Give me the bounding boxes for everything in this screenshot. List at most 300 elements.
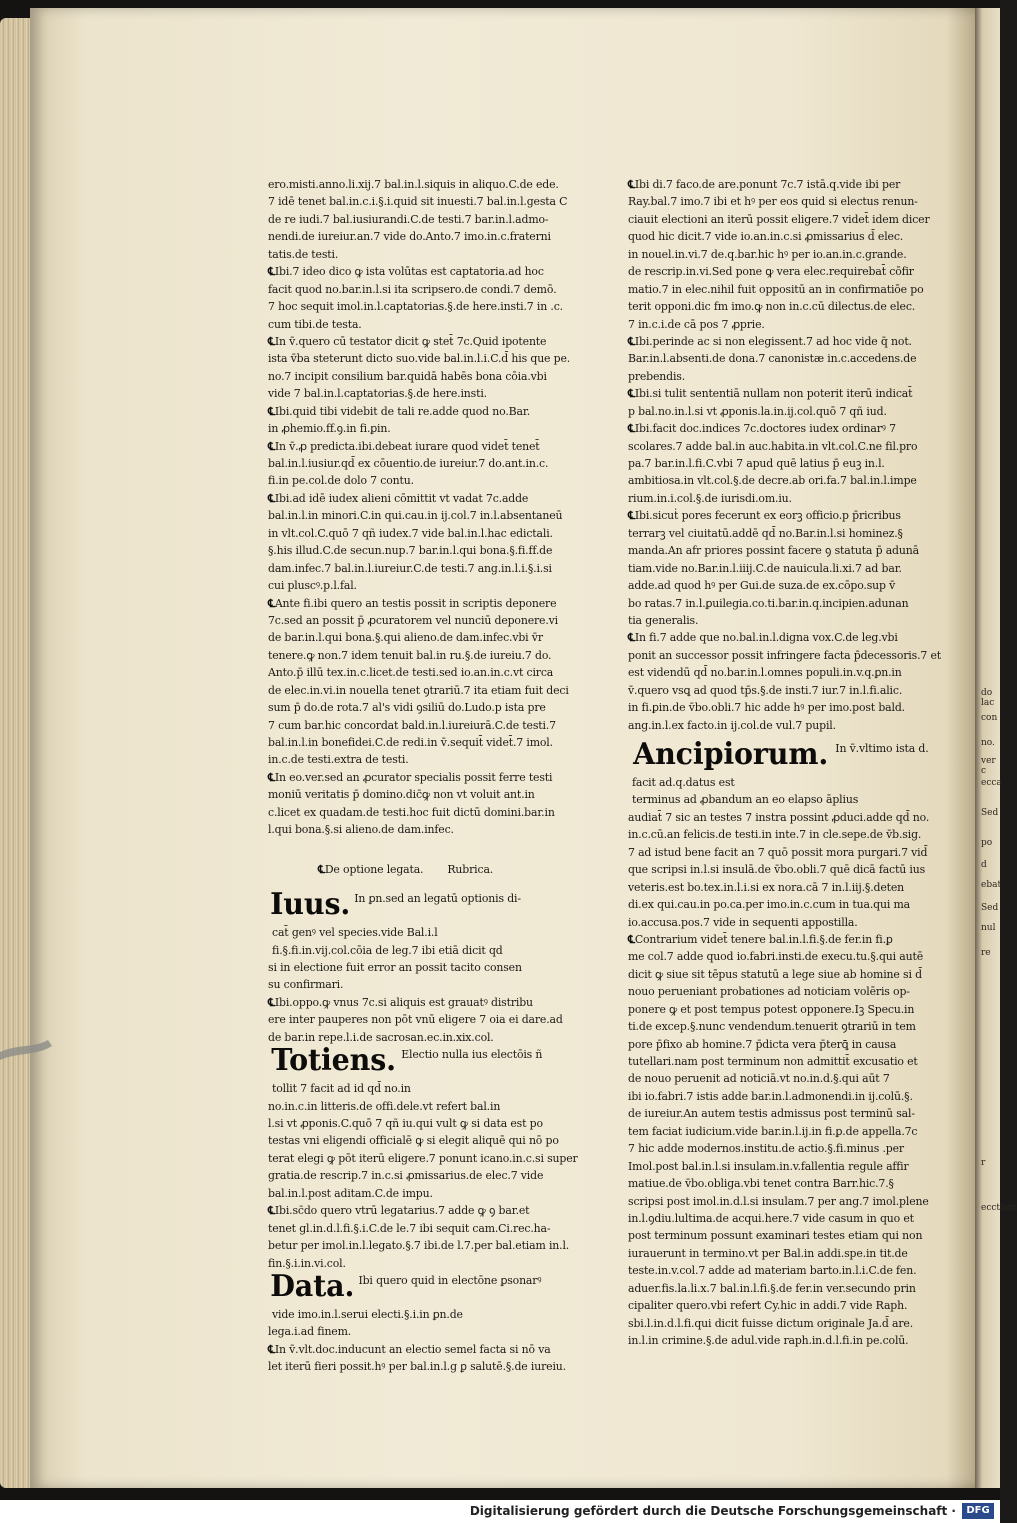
text-line — [628, 1088, 943, 1105]
paragraph-mark: ℄ — [268, 265, 275, 279]
text-content: sum p̄ do.de rota.7 al's vidi ꝯsiliū do.Ludo.p ista pre — [268, 701, 546, 715]
text-line — [268, 316, 573, 333]
text-line — [268, 1150, 578, 1167]
text-line — [268, 1011, 573, 1028]
text-line — [628, 791, 943, 808]
text-line — [628, 490, 943, 507]
text-content: de bar.in.l.qui bona.§.qui alieno.de dam.infec.vbi v̄r — [268, 631, 543, 645]
text-content: prebendis. — [628, 369, 686, 383]
text-content: manda.An afr priores possint facere ꝯ statuta p̄ adunā — [628, 544, 919, 558]
text-content: pore p̄fixo ab homine.7 p̄dicta vera p̄terꝗ̄ in causa — [628, 1037, 897, 1051]
text-content: est videndū qd̄ no.bar.in.l.omnes populi.in.v.q.ꝑn.in — [628, 666, 902, 680]
text-line — [628, 647, 943, 664]
text-line — [268, 507, 573, 524]
text-line — [628, 774, 943, 791]
text-line — [628, 420, 943, 437]
text-line — [628, 263, 943, 280]
text-content: In v̄.ꝓ predicta.ibi.debeat iurare quod videt̄ tenet̄ — [274, 439, 540, 453]
text-line — [268, 350, 573, 367]
text-content: v̄.quero vsꝗ ad quod tp̄s.§.de insti.7 iur.7 in.l.fi.alic. — [628, 683, 903, 697]
paragraph-mark: ℄ — [268, 995, 275, 1009]
text-content: 7 hic adde modernos.institu.de actio.§.fi.minus .per — [628, 1142, 904, 1156]
text-line — [628, 1245, 943, 1262]
facing-page-fragment: re — [981, 948, 991, 958]
text-line — [628, 896, 943, 913]
text-content: no.7 incipit consilium bar.quidā habēs bona cōia.vbi — [268, 369, 547, 383]
text-content: gratia.de rescrip.7 in.c.si ꝓmissarius.de elec.7 vide — [268, 1169, 544, 1183]
text-content: Contrarium videt̄ tenere bal.in.l.fi.§.de fer.in fi.ꝑ — [634, 932, 893, 946]
text-content: tiam.vide no.Bar.in.l.iiij.C.de nauicula.li.xi.7 ad bar. — [628, 561, 902, 575]
text-line — [628, 1315, 943, 1332]
text-content: iurauerunt in termino.vt per Bal.in addi.spe.in tit.de — [628, 1246, 908, 1260]
text-line — [268, 385, 573, 402]
text-line — [628, 333, 943, 350]
text-content: Anto.p̄ illū tex.in.c.licet.de testi.sed io.an.in.c.vt circa — [268, 666, 554, 680]
text-line — [628, 966, 943, 983]
paragraph-mark: ℄ — [268, 404, 275, 418]
text-line — [628, 1140, 943, 1157]
text-content: in ꝓhemio.ff.ꝯ.in fi.ꝑin. — [268, 422, 391, 436]
text-content: teste.in.v.col.7 adde ad materiam barto.in.l.i.C.de fen. — [628, 1264, 917, 1278]
text-line — [628, 316, 943, 333]
text-line — [628, 861, 943, 878]
text-content: vide imo.in.l.serui electi.§.i.in ꝑn.de — [272, 1307, 463, 1321]
text-line — [268, 281, 573, 298]
text-content: sbi.l.in.d.l.fi.qui dicit fuisse dictum originale Ja.d̄ are. — [628, 1316, 914, 1330]
rubric-title: De optione legata. — [324, 862, 424, 876]
text-line — [628, 1105, 943, 1122]
text-content: in.c.de testi.extra de testi. — [268, 753, 409, 767]
text-content: In v̄.quero cū testator dicit ꝙ stet̄ 7c.Quid ipotente — [274, 334, 547, 348]
text-content: dam.infec.7 bal.in.l.iureiur.C.de testi.7 ang.in.l.i.§.i.si — [268, 561, 552, 575]
text-content: 7 idē tenet bal.in.c.i.§.i.quid sit inuesti.7 bal.in.l.gesta C — [268, 195, 568, 209]
text-content: cui pluscꝰ.p.l.fal. — [268, 579, 357, 593]
text-line — [268, 1132, 573, 1149]
text-line — [628, 826, 943, 843]
text-line — [628, 560, 943, 577]
text-content: facit quod no.bar.in.l.si ita scripsero.de condi.7 demō. — [268, 282, 557, 296]
text-line — [628, 1018, 943, 1035]
text-line — [268, 1115, 573, 1132]
paragraph-mark: ℄ — [628, 178, 635, 191]
paragraph-mark: ℄ — [268, 596, 275, 610]
text-content: ponere ꝙ et post tempus potest opponere.Iꝫ Specu.in — [628, 1002, 915, 1016]
text-line — [628, 1210, 943, 1227]
text-line — [268, 682, 573, 699]
initial-line — [268, 1043, 573, 1080]
footer-credit: Digitalisierung gefördert durch die Deutsche Forschungsgemeinschaft · — [469, 1504, 956, 1518]
facing-page-fragment: Sed — [981, 808, 999, 818]
text-content: Ante fi.ibi quero an testis possit in scriptis deponere — [274, 596, 557, 610]
text-line — [268, 994, 573, 1011]
text-content: fi.in pe.col.de dolo 7 contu. — [268, 474, 414, 488]
text-line — [628, 1297, 943, 1314]
lemma-initial: Ancipiorum. — [633, 737, 829, 772]
text-line — [628, 1001, 943, 1018]
text-line — [628, 176, 943, 193]
text-line — [268, 403, 573, 420]
text-content: cipaliter quero.vbi refert Cy.hic in addi.7 vide Raph. — [628, 1299, 908, 1313]
text-content: 7 cum bar.hic concordat bald.in.l.iureiurā.C.de testi.7 — [268, 718, 556, 732]
rubric-label: Rubrica. — [447, 862, 494, 876]
text-line — [268, 942, 573, 959]
text-content: bal.in.l.in bonefidei.C.de redi.in v̄.sequit̄ videt̄.7 imol. — [268, 736, 553, 749]
text-line — [628, 1227, 943, 1244]
paragraph-mark: ℄ — [268, 491, 275, 505]
text-content: Bar.in.l.absenti.de dona.7 canonistæ in.c.accedens.de — [628, 352, 917, 366]
text-line — [628, 1332, 943, 1349]
facing-page-fragment: nul — [981, 923, 996, 933]
text-content: dicit ꝙ siue sit tēpus statutū a lege siue ab homine si d̄ — [628, 967, 922, 981]
text-content: bal.in.l.post aditam.C.de impu. — [268, 1186, 433, 1200]
text-line — [268, 298, 573, 315]
text-line — [268, 734, 573, 751]
text-line — [628, 577, 943, 594]
text-line — [628, 612, 943, 629]
text-content: de re iudi.7 bal.iusiurandi.C.de testi.7 bar.in.l.admo- — [268, 212, 549, 226]
text-line — [268, 490, 573, 507]
text-line — [268, 438, 573, 455]
text-line — [268, 542, 573, 559]
text-line — [268, 699, 573, 716]
text-line — [628, 472, 943, 489]
text-content: ambitiosa.in vlt.col.§.de decre.ab ori.fa.7 bal.in.l.impe — [628, 474, 917, 488]
text-content: terrarꝫ vel ciuitatū.addē qd̄ no.Bar.in.l.si hominez.§ — [628, 526, 903, 540]
text-content: si in electione fuit error an possit tacito consen — [268, 960, 522, 974]
facing-page-fragment: d — [981, 860, 987, 870]
text-content: Imol.post bal.in.l.si insulam.in.v.fallentia regule affir — [628, 1159, 909, 1173]
text-line — [268, 333, 573, 350]
text-line — [628, 664, 943, 681]
text-line — [268, 1098, 573, 1115]
paragraph-mark: ℄ — [628, 509, 635, 523]
text-line — [268, 176, 573, 193]
text-line — [268, 368, 573, 385]
text-content: moniū veritatis p̄ domino.dic̄ꝙ non vt voluit ant.in — [268, 788, 535, 802]
text-content: facit ad.q.datus est — [632, 776, 735, 789]
initial-line — [268, 887, 573, 924]
facing-page-fragment: do lac — [981, 688, 995, 708]
text-content: let iterū fieri possit.hꝰ per bal.in.l.g ꝑ salutē.§.de iureiu. — [268, 1360, 566, 1374]
paragraph-mark: ℄ — [628, 387, 635, 401]
text-line — [268, 647, 573, 664]
text-line — [268, 1323, 573, 1340]
paragraph-mark: ℄ — [268, 334, 275, 348]
text-line — [268, 1237, 573, 1254]
facing-page-fragment: con — [981, 713, 998, 723]
text-content: 7 hoc sequit imol.in.l.captatorias.§.de here.insti.7 in .c. — [268, 300, 563, 314]
text-line — [628, 809, 943, 826]
text-line — [268, 959, 573, 976]
text-line — [268, 1341, 573, 1358]
text-content: in vlt.col.C.quō 7 qñ iudex.7 vide bal.in.l.hac edictali. — [268, 526, 553, 540]
text-line — [268, 455, 573, 472]
text-line — [628, 1262, 943, 1279]
text-content: terit opponi.dic fm imo.ꝙ non in.c.cū dilectus.de elec. — [628, 300, 916, 314]
text-content: Ibi.perinde ac si non elegissent.7 ad hoc vide q̄ not. — [634, 334, 912, 348]
facing-page-fragment: ver c — [981, 756, 996, 776]
text-content: me col.7 adde quod io.fabri.insti.de execu.tu.§.qui autē — [628, 950, 924, 964]
text-content: post terminum possunt examinari testes etiam qui non — [628, 1229, 923, 1243]
text-content: nendi.de iureiur.an.7 vide do.Anto.7 imo.in.c.fraterni — [268, 230, 551, 244]
text-line — [628, 1158, 943, 1175]
text-line — [268, 577, 573, 594]
text-content: ponit an successor possit infringere facta p̄decessoris.7 et — [628, 648, 941, 662]
text-line — [268, 560, 573, 577]
text-line — [628, 931, 943, 948]
text-line — [268, 420, 573, 437]
text-line — [628, 682, 943, 699]
text-line — [268, 629, 573, 646]
text-content: fi.§.fi.in.vij.col.cōia de leg.7 ibi etiā dicit qd — [272, 943, 503, 957]
initial-line — [268, 1268, 573, 1306]
paragraph-mark: ℄ — [268, 1204, 275, 1218]
text-line — [628, 699, 943, 716]
text-line — [268, 525, 573, 542]
text-line — [268, 211, 573, 228]
text-line: In v̄.vltimo ista d. — [835, 742, 929, 755]
text-line — [268, 1202, 573, 1219]
initial-line — [628, 737, 943, 774]
text-content: Ibi.sicuṫ pores fecerunt ex eorꝫ officio.p p̄ricribus — [634, 509, 901, 523]
text-line — [628, 1193, 943, 1210]
text-content: matiue.de v̄bo.obliga.vbi tenet contra Barr.hic.7.§ — [628, 1177, 894, 1191]
text-content: 7c.sed an possit p̄ ꝓcuratorem vel nunciū deponere.vi — [268, 613, 559, 627]
text-content: de bar.in repe.l.i.de sacrosan.ec.in.xix.col. — [268, 1030, 494, 1044]
rubric-heading — [268, 861, 573, 878]
text-content: lega.i.ad finem. — [268, 1325, 352, 1339]
paragraph-mark: ℄ — [268, 770, 275, 784]
text-content: ibi io.fabri.7 istis adde bar.in.l.admonendi.in ij.colū.§. — [628, 1089, 913, 1103]
text-line — [268, 786, 573, 803]
text-content: de nouo peruenit ad noticiā.vt no.in.d.§.qui aūt 7 — [628, 1072, 890, 1086]
text-line — [628, 438, 943, 455]
text-line — [628, 455, 943, 472]
text-content: fin.§.i.in.vi.col. — [268, 1256, 346, 1270]
lemma-initial: Data. — [270, 1268, 355, 1304]
text-content: In eo.ver.sed an ꝓcurator specialis possit ferre testi — [274, 770, 553, 784]
text-content: ciauit electioni an iterū possit eligere.7 videt̄ idem dicer — [628, 212, 930, 226]
text-line — [628, 193, 943, 210]
dfg-logo-icon: DFG — [962, 1503, 994, 1519]
text-content: l.si vt ꝓponis.C.quō 7 qñ iu.qui vult ꝙ si data est po — [268, 1117, 543, 1131]
text-content: su confirmari. — [268, 978, 344, 992]
text-content: audiat̄ 7 sic an testes 7 instra possint ꝓduci.adde qd̄ no. — [628, 810, 930, 824]
text-line — [628, 629, 943, 646]
text-content: testas vni eligendi officialē ꝙ si elegit aliquē qui nō po — [268, 1134, 559, 1148]
facing-page-edge — [975, 8, 1017, 1488]
facing-page-fragment: r — [981, 1158, 986, 1168]
text-line — [268, 472, 573, 489]
text-content: ti.de excep.§.nunc vendendum.tenuerit ꝯtrariū in tem — [628, 1020, 916, 1034]
text-content: io.accusa.pos.7 vide in sequenti appostilla. — [628, 915, 858, 929]
text-content: betur per imol.in.l.legato.§.7 ibi.de l.7.per bal.etiam in.l. — [268, 1239, 570, 1253]
text-line — [628, 507, 943, 524]
text-content: in nouel.in.vi.7 de.q.bar.hic hꝰ per io.an.in.c.grande. — [628, 247, 907, 261]
text-content: quod hic dicit.7 vide io.an.in.c.si ꝓmissarius d̄ elec. — [628, 230, 904, 244]
text-line — [268, 1080, 573, 1097]
text-line — [268, 1306, 573, 1323]
paragraph-mark: ℄ — [628, 932, 635, 946]
text-content: rium.in.i.col.§.de iurisdi.om.iu. — [628, 491, 792, 505]
text-line — [268, 1167, 573, 1184]
text-content: di.ex qui.cau.in po.ca.per imo.in.c.cum in tua.qui ma — [628, 898, 911, 912]
text-content: bo ratas.7 in.l.ꝑuilegia.co.ti.bar.in.q.incipien.adunan — [628, 596, 909, 610]
text-line — [628, 525, 943, 542]
text-line — [268, 263, 573, 280]
text-line — [628, 246, 943, 263]
text-line — [628, 403, 943, 420]
text-content: adde.ad quod hꝰ per Gui.de suza.de ex.cōpo.sup v̄ — [628, 579, 896, 593]
paragraph-mark: ℄ — [268, 439, 275, 453]
facing-page-fragment: ecca — [981, 778, 1002, 788]
text-content: pa.7 bar.in.l.fi.C.vbi 7 apud quē latius p̄ euꝫ in.l. — [628, 457, 885, 470]
text-content: bal.in.l.iusiur.qd̄ ex cōuentio.de iureiur.7 do.ant.in.c. — [268, 457, 549, 470]
facing-page-fragment: po — [981, 838, 993, 848]
text-content: tatis.de testi. — [268, 247, 339, 261]
text-line — [628, 1053, 943, 1070]
text-content: in fi.ꝑin.de v̄bo.obli.7 hic adde hꝰ per imo.post bald. — [628, 701, 905, 715]
text-content: 7 ad istud bene facit an 7 quō possit mora purgari.7 vid̄ — [628, 845, 928, 859]
paragraph-mark: ℄ — [318, 862, 325, 876]
text-content: aduer.fis.la.li.x.7 bal.in.l.fi.§.de fer.in ver.secundo prin — [628, 1281, 916, 1295]
text-content: Ibi.facit doc.indices 7c.doctores iudex ordinarꝰ 7 — [634, 422, 896, 436]
text-content: Ibi di.7 faco.de are.ponunt 7c.7 istā.q.vide ibi per — [634, 178, 901, 191]
text-content: veteris.est bo.tex.in.l.i.si ex nora.cā 7 in.l.iij.§.deten — [628, 880, 905, 894]
text-content: de elec.in.vi.in nouella tenet ꝯtrariū.7 ita etiam fuit deci — [268, 683, 569, 697]
text-content: tutellari.nam post terminum non admittit̄ excusatio et — [628, 1055, 918, 1068]
text-content: tenet gl.in.d.l.fi.§.i.C.de le.7 ibi sequit cam.Ci.rec.ha- — [268, 1221, 551, 1235]
text-content: In fi.7 adde que no.bal.in.l.digna vox.C.de leg.vbi — [634, 631, 898, 645]
text-line — [628, 1070, 943, 1087]
facing-page-fragment: ecctiam — [981, 1203, 1017, 1213]
lemma-initial: Totiens. — [271, 1043, 396, 1079]
text-line — [628, 385, 943, 402]
text-content: de rescrip.in.vi.Sed pone ꝙ vera elec.requirebat̄ cōfir — [628, 265, 914, 279]
text-content: scolares.7 adde bal.in auc.habita.in vlt.col.C.ne fil.pro — [628, 439, 918, 453]
text-column-right — [628, 176, 943, 1349]
text-content: c.licet ex quadam.de testi.hoc fuit dictū domini.bar.in — [268, 805, 555, 819]
text-content: bal.in.l.in minori.C.in qui.cau.in ij.col.7 in.l.absentaneū — [268, 509, 563, 523]
text-content: in.l.ꝯdiu.lultima.de acqui.here.7 vide casum in quo et — [628, 1211, 914, 1225]
text-line — [628, 1123, 943, 1140]
text-content: Ibi.ad idē iudex alieni cōmittit vt vadat 7c.adde — [274, 491, 529, 505]
text-content: §.his illud.C.de secun.nup.7 bar.in.l.qui bona.§.fi.ff.de — [268, 544, 553, 558]
text-content: Ray.bal.7 imo.7 ibi et hꝰ per eos quid si electus renun- — [628, 195, 918, 209]
text-line — [628, 844, 943, 861]
text-content: p bal.no.in.l.si vt ꝓponis.la.in.ij.col.quō 7 qñ iud. — [628, 404, 887, 418]
text-content: cat̄ genꝰ vel species.vide Bal.i.l — [272, 926, 438, 940]
text-line — [628, 368, 943, 385]
lemma-initial: Iuus. — [270, 887, 351, 923]
text-line — [628, 1175, 943, 1192]
text-line — [268, 193, 573, 210]
text-content: tenere.ꝙ non.7 idem tenuit bal.in ru.§.de iureiu.7 do. — [268, 648, 552, 662]
paragraph-mark: ℄ — [628, 334, 635, 348]
text-line — [268, 595, 573, 612]
text-line — [268, 246, 573, 263]
text-content: tia generalis. — [628, 613, 699, 627]
text-line — [268, 821, 573, 838]
text-line: Electio nulla ius electōis ñ — [401, 1048, 543, 1062]
text-content: In v̄.vlt.doc.inducunt an electio semel facta si nō va — [274, 1342, 551, 1356]
text-line — [268, 769, 573, 786]
text-content: nouo perueniant probationes ad noticiam volēris op- — [628, 985, 910, 999]
text-content: ang.in.l.ex facto.in ij.col.de vul.7 pupil. — [628, 718, 836, 732]
text-line — [268, 228, 573, 245]
text-line — [268, 924, 573, 941]
footer-bar — [0, 1500, 1000, 1523]
text-content: cum tibi.de testa. — [268, 317, 362, 331]
text-content: Ibi.si tulit sententiā nullam non poterit iterū indicat̄ — [634, 387, 913, 401]
text-content: Ibi.oppo.ꝙ vnus 7c.si aliquis est grauatꝰ distribu — [274, 995, 533, 1009]
text-content: Ibi.sc̄do quero vtrū legatarius.7 adde ꝙ ꝯ bar.et — [274, 1204, 530, 1218]
text-content: in.c.cū.an felicis.de testi.in inte.7 in cle.sepe.de v̄b.sig. — [628, 828, 922, 842]
text-content: scripsi post imol.in.d.l.si insulam.7 per ang.7 imol.plene — [628, 1194, 929, 1208]
text-content: tem faciat iudicium.vide bar.in.l.ij.in fi.ꝑ.de appella.7c — [628, 1124, 918, 1138]
facing-page-fragment: ebat — [981, 880, 1002, 890]
text-line — [628, 879, 943, 896]
text-content: ista v̄ba steterunt dicto suo.vide bal.in.l.i.C.d̄ his que pe. — [268, 352, 571, 366]
text-line — [628, 298, 943, 315]
text-content: terminus ad ꝓbandum an eo elapso āplius — [632, 793, 859, 807]
text-line — [268, 1358, 573, 1375]
text-line — [628, 211, 943, 228]
text-line — [628, 948, 943, 965]
text-content: tollit 7 facit ad id qd̄ no.in — [272, 1082, 411, 1096]
text-line — [628, 350, 943, 367]
text-line — [268, 804, 573, 821]
facing-page-fragment: no. — [981, 738, 995, 748]
text-line — [268, 1220, 573, 1237]
text-line — [628, 1036, 943, 1053]
text-line — [268, 664, 573, 681]
text-content: matio.7 in elec.nihil fuit oppositū an in confirmatiōe po — [628, 282, 924, 296]
text-content: ere inter pauperes non pōt vnū eligere 7 oia ei dare.ad — [268, 1013, 563, 1027]
text-line — [628, 542, 943, 559]
text-line — [628, 228, 943, 245]
text-content: vide 7 bal.in.l.captatorias.§.de here.insti. — [268, 387, 487, 401]
text-line — [268, 612, 573, 629]
text-content: Ibi.quid tibi videbit de tali re.adde quod no.Bar. — [274, 404, 530, 418]
paragraph-mark: ℄ — [268, 1342, 275, 1356]
facing-page-fragment: Sed — [981, 903, 999, 913]
paragraph-mark: ℄ — [628, 422, 635, 436]
text-content: 7 in.c.i.de cā pos 7 ꝓprie. — [628, 317, 765, 331]
paragraph-mark: ℄ — [628, 631, 635, 645]
text-content: in.l.in crimine.§.de adul.vide raph.in.d.l.fi.in pe.colū. — [628, 1334, 909, 1347]
text-line — [268, 717, 573, 734]
text-content: no.in.c.in litteris.de offi.dele.vt refert bal.in — [268, 1099, 501, 1113]
text-content: ero.misti.anno.li.xij.7 bal.in.l.siquis in aliquo.C.de ede. — [268, 178, 559, 191]
bookmark-ribbon-icon — [0, 1030, 60, 1090]
text-line — [628, 914, 943, 931]
text-line — [628, 983, 943, 1000]
text-line — [628, 717, 943, 734]
text-line: In ꝑn.sed an legatū optionis di- — [354, 892, 521, 906]
text-line: Ibi quero quid in electōne ꝑsonarꝰ — [358, 1273, 542, 1287]
text-line — [628, 1280, 943, 1297]
text-line — [268, 976, 573, 993]
text-content: l.qui bona.§.si alieno.de dam.infec. — [268, 823, 454, 837]
text-content: de iureiur.An autem testis admissus post terminū sal- — [628, 1107, 915, 1121]
text-line — [628, 595, 943, 612]
text-line — [628, 281, 943, 298]
text-line — [268, 751, 573, 768]
text-content: que scripsi in.l.si insulā.de v̄bo.obli.7 quē dicā factū ius — [628, 863, 926, 877]
text-content: Ibi.7 ideo dico ꝙ ista volūtas est captatoria.ad hoc — [274, 265, 544, 279]
text-column-left — [268, 176, 578, 1376]
